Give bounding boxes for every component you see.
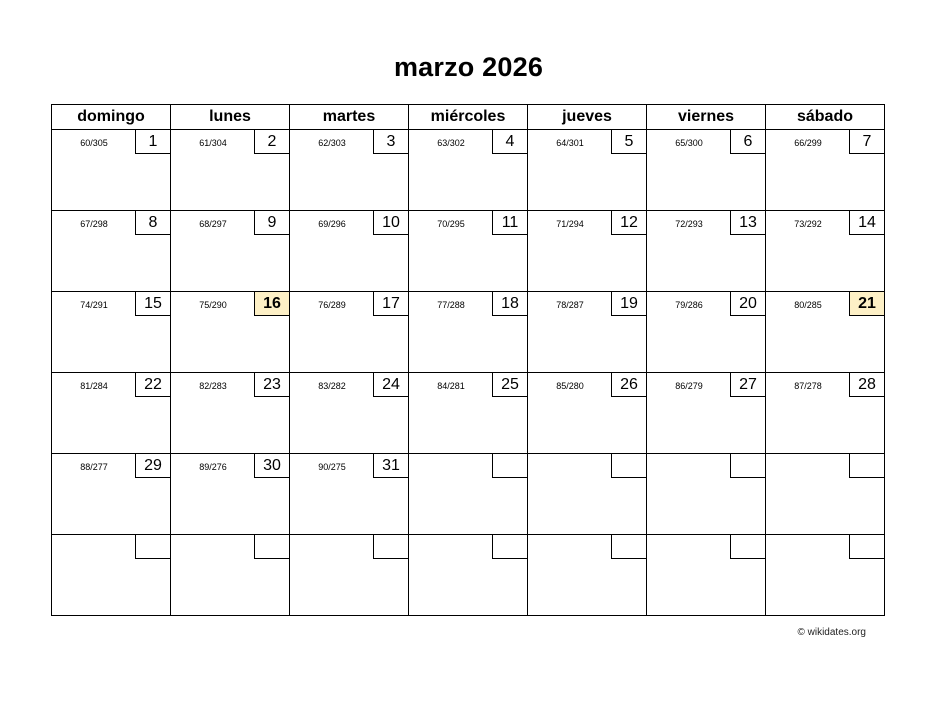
calendar-day-cell	[766, 454, 885, 535]
day-number-highlighted: 21	[849, 292, 884, 316]
day-number: 1	[135, 130, 170, 154]
day-number: 24	[373, 373, 408, 397]
day-of-year-count: 68/297	[199, 219, 227, 229]
calendar-day-cell	[52, 535, 171, 616]
day-number: 5	[611, 130, 646, 154]
calendar-day-cell	[766, 211, 885, 292]
day-number: 27	[730, 373, 765, 397]
day-number: 26	[611, 373, 646, 397]
day-of-year-count: 67/298	[80, 219, 108, 229]
calendar-day-cell	[409, 130, 528, 211]
day-number: 15	[135, 292, 170, 316]
day-number	[254, 535, 289, 559]
day-number: 17	[373, 292, 408, 316]
day-of-year-count: 69/296	[318, 219, 346, 229]
calendar-day-cell	[766, 292, 885, 373]
day-of-year-count: 61/304	[199, 138, 227, 148]
day-of-year-count: 79/286	[675, 300, 703, 310]
day-of-year-count: 84/281	[437, 381, 465, 391]
calendar-day-cell	[528, 535, 647, 616]
day-number	[849, 454, 884, 478]
day-of-year-count: 74/291	[80, 300, 108, 310]
day-number: 31	[373, 454, 408, 478]
day-of-year-count: 81/284	[80, 381, 108, 391]
day-of-year-count: 60/305	[80, 138, 108, 148]
day-of-year-count: 80/285	[794, 300, 822, 310]
calendar-day-cell	[647, 130, 766, 211]
calendar-body	[52, 130, 885, 616]
day-of-year-count: 87/278	[794, 381, 822, 391]
calendar-day-cell	[647, 454, 766, 535]
day-number: 23	[254, 373, 289, 397]
day-number: 10	[373, 211, 408, 235]
day-number: 9	[254, 211, 289, 235]
day-number: 11	[492, 211, 527, 235]
calendar-day-cell	[409, 292, 528, 373]
day-number: 18	[492, 292, 527, 316]
calendar-day-cell	[290, 211, 409, 292]
day-of-year-count: 66/299	[794, 138, 822, 148]
month-calendar-grid	[51, 104, 885, 616]
day-number: 29	[135, 454, 170, 478]
calendar-day-cell	[647, 373, 766, 454]
copyright-footer: © wikidates.org	[797, 627, 866, 638]
calendar-week-row	[52, 373, 885, 454]
day-of-year-count: 90/275	[318, 462, 346, 472]
day-number: 2	[254, 130, 289, 154]
day-number	[492, 454, 527, 478]
calendar-week-row	[52, 454, 885, 535]
day-of-year-count: 89/276	[199, 462, 227, 472]
weekday-header-row	[52, 105, 885, 130]
day-number-highlighted: 16	[254, 292, 289, 316]
day-of-year-count: 76/289	[318, 300, 346, 310]
calendar-day-cell	[647, 292, 766, 373]
day-of-year-count: 73/292	[794, 219, 822, 229]
day-number: 30	[254, 454, 289, 478]
calendar-day-cell	[647, 211, 766, 292]
calendar-day-cell	[528, 373, 647, 454]
day-of-year-count: 64/301	[556, 138, 584, 148]
day-number: 3	[373, 130, 408, 154]
day-number: 8	[135, 211, 170, 235]
calendar-day-cell	[171, 373, 290, 454]
calendar-week-row	[52, 130, 885, 211]
day-number: 14	[849, 211, 884, 235]
day-of-year-count: 83/282	[318, 381, 346, 391]
calendar-day-cell	[52, 130, 171, 211]
day-of-year-count: 88/277	[80, 462, 108, 472]
calendar-week-row	[52, 292, 885, 373]
day-number: 22	[135, 373, 170, 397]
calendar-day-cell	[290, 130, 409, 211]
calendar-day-cell	[171, 454, 290, 535]
day-number	[730, 454, 765, 478]
calendar-day-cell	[171, 130, 290, 211]
day-number: 4	[492, 130, 527, 154]
calendar-day-cell	[171, 535, 290, 616]
calendar-day-cell	[528, 292, 647, 373]
day-number: 6	[730, 130, 765, 154]
weekday-header: domingo	[52, 105, 171, 130]
weekday-header: miércoles	[409, 105, 528, 130]
day-number	[135, 535, 170, 559]
weekday-header: lunes	[171, 105, 290, 130]
day-number: 7	[849, 130, 884, 154]
calendar-title: marzo 2026	[393, 52, 544, 82]
calendar-day-cell	[290, 454, 409, 535]
calendar-day-cell	[171, 292, 290, 373]
calendar-week-row	[52, 211, 885, 292]
day-number: 13	[730, 211, 765, 235]
calendar-day-cell	[766, 373, 885, 454]
calendar-day-cell	[409, 211, 528, 292]
day-of-year-count: 71/294	[556, 219, 584, 229]
calendar-day-cell	[409, 373, 528, 454]
calendar-day-cell	[528, 130, 647, 211]
calendar-day-cell	[766, 535, 885, 616]
day-number	[730, 535, 765, 559]
day-of-year-count: 86/279	[675, 381, 703, 391]
weekday-header: sábado	[766, 105, 885, 130]
weekday-header: viernes	[647, 105, 766, 130]
calendar-day-cell	[528, 454, 647, 535]
day-number	[492, 535, 527, 559]
day-number	[611, 535, 646, 559]
calendar-day-cell	[52, 373, 171, 454]
calendar-day-cell	[290, 373, 409, 454]
day-of-year-count: 62/303	[318, 138, 346, 148]
day-number	[849, 535, 884, 559]
calendar-day-cell	[766, 130, 885, 211]
day-of-year-count: 72/293	[675, 219, 703, 229]
calendar-day-cell	[52, 211, 171, 292]
day-of-year-count: 75/290	[199, 300, 227, 310]
day-number: 25	[492, 373, 527, 397]
calendar-day-cell	[171, 211, 290, 292]
day-number: 20	[730, 292, 765, 316]
day-of-year-count: 85/280	[556, 381, 584, 391]
calendar-week-row	[52, 535, 885, 616]
day-number: 19	[611, 292, 646, 316]
day-of-year-count: 77/288	[437, 300, 465, 310]
weekday-header: martes	[290, 105, 409, 130]
calendar-day-cell	[290, 292, 409, 373]
calendar-day-cell	[409, 454, 528, 535]
calendar-day-cell	[290, 535, 409, 616]
calendar-day-cell	[647, 535, 766, 616]
day-of-year-count: 82/283	[199, 381, 227, 391]
calendar-day-cell	[409, 535, 528, 616]
day-number: 28	[849, 373, 884, 397]
weekday-header: jueves	[528, 105, 647, 130]
calendar-day-cell	[52, 292, 171, 373]
day-number: 12	[611, 211, 646, 235]
calendar-day-cell	[528, 211, 647, 292]
day-number	[373, 535, 408, 559]
day-of-year-count: 70/295	[437, 219, 465, 229]
day-of-year-count: 78/287	[556, 300, 584, 310]
calendar-day-cell	[52, 454, 171, 535]
day-number	[611, 454, 646, 478]
day-of-year-count: 65/300	[675, 138, 703, 148]
day-of-year-count: 63/302	[437, 138, 465, 148]
